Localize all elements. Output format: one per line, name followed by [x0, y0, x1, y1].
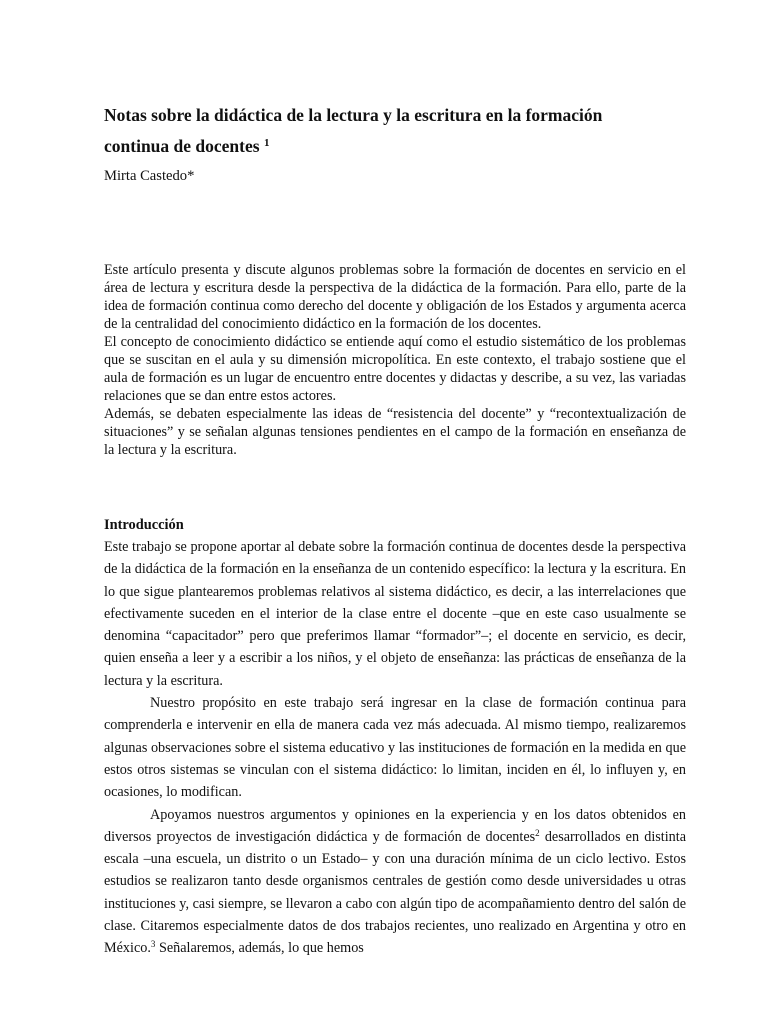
author-name: Mirta Castedo* [104, 168, 195, 184]
paragraph-text: desarrollados en distinta escala –una escuela, un distrito o un Estado– y con una duración mínima de un ciclo lectivo. Estos estudios se realizaron tanto desde organismos centrales de gestión como desde universidades u otras instituciones y, casi siempre, se llevaron a cabo con algún tipo de acompañamiento dentro del salón de clase. Citaremos especialmente datos de dos trabajos recientes, uno realizado en Argentina y otro en México. [104, 828, 686, 957]
title-line-2: continua de docentes [104, 136, 260, 156]
body-text [104, 536, 686, 960]
paragraph-text: Señalaremos, además, lo que hemos [155, 940, 364, 957]
footnote-marker[interactable]: 3 [150, 939, 156, 950]
document-title [104, 100, 686, 162]
title-line-1: Notas sobre la didáctica de la lectura y la escritura en la formación [104, 105, 603, 125]
abstract [104, 261, 686, 459]
abstract-paragraph: Este artículo presenta y discute algunos problemas sobre la formación de docentes en servicio en el área de lectura y escritura desde la perspectiva de la didáctica de la formación. Para ello, parte de la idea de formación continua como derecho del docente y obligación de los Estados y argumenta acerca de la centralidad del conocimiento didáctico en la formación de los docentes. [104, 262, 686, 332]
paragraph-text: Apoyamos nuestros argumentos y opiniones en la experiencia y en los datos obtenidos en diversos proyectos de investigación didáctica y de formación de docentes [104, 806, 686, 845]
title-footnote-marker: 1 [263, 137, 270, 149]
footnote-marker[interactable]: 2 [535, 827, 540, 838]
body-paragraph-2: Nuestro propósito en este trabajo será ingresar en la clase de formación continua para comprenderla e intervenir en ella de manera cada vez más adecuada. Al mismo tiempo, realizaremos algunas observaciones sobre el sistema educativo y las instituciones de formación en la medida en que estos otros sistemas se vinculan con el sistema didáctico: lo limitan, inciden en él, lo influyen y, en ocasiones, lo modifican. [104, 695, 686, 801]
abstract-paragraph: Además, se debaten especialmente las ideas de “resistencia del docente” y “recontextualización de situaciones” y se señalan algunas tensiones pendientes en el campo de la formación en enseñanza de la lectura y la escritura. [104, 406, 686, 458]
body-paragraph-1: Este trabajo se propone aportar al debate sobre la formación continua de docentes desde la perspectiva de la didáctica de la formación en la enseñanza de un contenido específico: la lectura y la escritura. En lo que sigue plantearemos problemas relativos al sistema didáctico, es decir, a las interrelaciones que efectivamente suceden en el interior de la clase entre el docente –que en este caso usualmente se denomina “capacitador” pero que preferimos llamar “formador”–; el docente en servicio, es decir, quien enseña a leer y a escribir a los niños, y el objeto de enseñanza: las prácticas de enseñanza de la lectura y la escritura. [104, 539, 686, 689]
section-heading-introduccion: Introducción [104, 517, 184, 533]
abstract-paragraph: El concepto de conocimiento didáctico se entiende aquí como el estudio sistemático de los problemas que se suscitan en el aula y su dimensión micropolítica. En este contexto, el trabajo sostiene que el aula de formación es un lugar de encuentro entre docentes y didactas y describe, a su vez, las variadas relaciones que se dan entre estos actores. [104, 334, 686, 404]
body-paragraph-3 [104, 804, 686, 960]
